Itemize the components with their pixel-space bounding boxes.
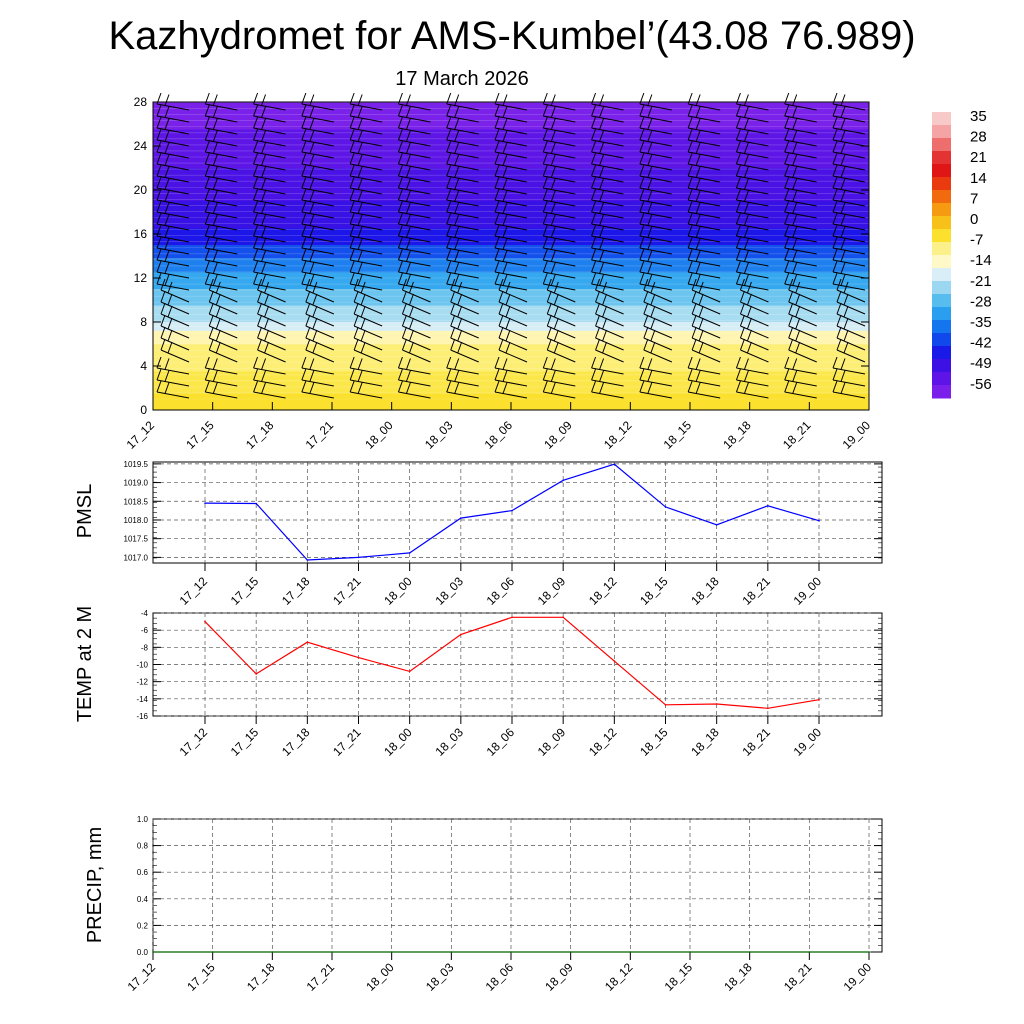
data-point (409, 671, 411, 673)
x-tick-label: 17_21 (330, 574, 364, 608)
y-tick-label: 28 (133, 95, 147, 109)
y-tick-label: -12 (136, 677, 148, 687)
x-tick-label: 17_18 (243, 960, 278, 994)
x-tick-label: 18_00 (381, 725, 415, 759)
x-tick-label: 18_03 (422, 960, 457, 994)
chart-title: Kazhydromet for AMS-Kumbel’(43.08 76.989) (108, 14, 916, 58)
colorbar-label: 35 (970, 108, 987, 125)
colorbar-label: -14 (970, 252, 992, 270)
colorbar-swatch (932, 112, 951, 126)
colorbar-swatch (932, 138, 951, 152)
colorbar-swatch (932, 320, 951, 334)
colorbar-swatch (932, 255, 951, 269)
data-point (358, 657, 360, 659)
y-axis-label: TEMP at 2 M (74, 605, 96, 723)
panel-frame (153, 462, 882, 563)
data-point (749, 951, 751, 953)
x-tick-label: 19_00 (840, 960, 875, 994)
x-tick-label: 18_12 (600, 418, 635, 452)
y-tick-label: 0 (140, 403, 147, 417)
y-tick-label: 1017.5 (123, 534, 148, 544)
x-tick-label: 18_12 (601, 960, 636, 994)
colorbar-label: -7 (970, 231, 984, 249)
colorbar-swatch (932, 125, 951, 139)
y-tick-label: 4 (140, 359, 147, 373)
y-tick-label: 0.6 (136, 868, 148, 878)
x-tick-label: 18_15 (661, 960, 696, 994)
data-point (614, 660, 616, 662)
colorbar-label: -35 (970, 314, 992, 331)
colorbar-swatch (932, 333, 951, 347)
x-tick-label: 18_09 (534, 725, 569, 759)
data-point (391, 951, 393, 953)
x-tick-label: 18_15 (637, 725, 671, 759)
x-tick-label: 18_21 (779, 418, 814, 452)
x-tick-label: 18_09 (541, 418, 575, 452)
y-tick-label: 0.0 (136, 948, 148, 957)
colorbar-label: -56 (970, 375, 992, 393)
colorbar-swatch (932, 281, 951, 295)
data-point (614, 463, 616, 465)
y-tick-label: 1018.5 (123, 497, 148, 507)
data-point (511, 616, 513, 618)
x-tick-label: 18_03 (432, 574, 466, 608)
x-tick-label: 17_21 (303, 960, 338, 994)
data-point (255, 673, 257, 675)
data-point (868, 951, 870, 953)
y-tick-label: 1019.5 (123, 459, 148, 469)
data-point (818, 699, 820, 701)
x-tick-label: 18_03 (432, 725, 466, 759)
colorbar-swatch (932, 268, 951, 282)
data-point (331, 951, 333, 953)
y-tick-label: 1019.0 (123, 478, 148, 488)
contour-band (153, 130, 869, 169)
x-tick-label: 17_18 (278, 725, 313, 759)
colorbar-label: 7 (970, 190, 979, 208)
x-tick-label: 18_15 (637, 574, 671, 608)
colorbar-label: -49 (970, 355, 992, 373)
x-tick-label: 18_06 (483, 725, 518, 759)
x-tick-label: 17_12 (124, 960, 159, 994)
contour-band (153, 168, 869, 201)
colorbar-swatch (932, 190, 951, 204)
contour-band (153, 344, 869, 372)
y-tick-label: -14 (136, 694, 148, 704)
y-tick-label: 8 (140, 315, 147, 329)
x-tick-label: 18_18 (688, 574, 722, 608)
contour-band (153, 245, 869, 258)
y-tick-label: -16 (136, 712, 148, 721)
x-tick-label: 18_09 (534, 574, 569, 608)
y-tick-label: 1018.0 (123, 515, 148, 525)
colorbar-label: -21 (970, 272, 992, 290)
data-point (272, 951, 274, 953)
data-point (307, 559, 309, 561)
x-tick-label: 17_15 (183, 418, 217, 452)
x-tick-label: 17_12 (176, 725, 211, 759)
x-tick-label: 19_00 (839, 418, 874, 452)
data-point (510, 951, 512, 953)
colorbar-swatch (932, 151, 951, 165)
x-tick-label: 18_00 (381, 574, 415, 608)
x-tick-label: 18_00 (363, 960, 397, 994)
colorbar-swatch (932, 307, 951, 321)
y-tick-label: 1.0 (136, 815, 148, 824)
x-tick-label: 19_00 (790, 574, 825, 608)
x-tick-label: 18_18 (720, 418, 754, 452)
x-tick-label: 18_09 (542, 960, 576, 994)
data-point (665, 506, 667, 508)
y-tick-label: 12 (133, 271, 147, 285)
contour-band (153, 258, 869, 272)
colorbar-swatch (932, 359, 951, 373)
x-tick-label: 18_00 (362, 418, 396, 452)
contour-band (153, 229, 869, 246)
data-point (460, 634, 462, 636)
x-tick-label: 18_03 (421, 418, 456, 452)
x-tick-label: 18_15 (660, 418, 695, 452)
y-tick-label: -10 (136, 660, 148, 670)
y-tick-label: -8 (140, 643, 148, 653)
y-tick-label: 0.2 (136, 921, 148, 931)
data-point (809, 951, 811, 953)
data-point (562, 480, 564, 482)
x-tick-label: 18_18 (721, 960, 755, 994)
data-point (451, 951, 453, 953)
colorbar-swatch (932, 203, 951, 217)
x-tick-label: 18_18 (688, 725, 722, 759)
data-point (570, 951, 572, 953)
x-tick-label: 17_18 (278, 574, 313, 608)
data-point (689, 951, 691, 953)
y-tick-label: -6 (140, 626, 148, 636)
colorbar-swatch (932, 177, 951, 191)
x-tick-label: 17_18 (242, 418, 277, 452)
data-point (511, 510, 513, 512)
data-point (562, 616, 564, 618)
colorbar-swatch (932, 242, 951, 256)
data-point (818, 520, 820, 522)
x-tick-label: 17_12 (176, 574, 211, 608)
data-point (212, 951, 214, 953)
y-tick-label: 0.8 (136, 841, 148, 851)
colorbar-label: -28 (970, 293, 992, 311)
chart-subtitle: 17 March 2026 (395, 68, 529, 90)
x-tick-label: 18_06 (481, 418, 516, 452)
colorbar-swatch (932, 216, 951, 230)
y-tick-label: 16 (133, 227, 147, 241)
y-tick-label: 24 (133, 139, 147, 153)
y-tick-label: 0.4 (136, 894, 148, 904)
y-tick-label: 20 (133, 183, 147, 197)
x-tick-label: 18_06 (483, 574, 518, 608)
colorbar-label: 14 (970, 169, 987, 187)
x-tick-label: 18_21 (739, 725, 773, 759)
x-tick-label: 18_12 (585, 725, 620, 759)
x-tick-label: 17_12 (123, 418, 158, 452)
data-point (255, 503, 257, 505)
colorbar-swatch (932, 385, 951, 399)
x-tick-label: 17_15 (227, 725, 262, 759)
colorbar-label: 28 (970, 128, 987, 146)
colorbar-label: -42 (970, 334, 992, 352)
colorbar-swatch (932, 229, 951, 243)
data-point (460, 517, 462, 519)
data-point (307, 641, 309, 643)
x-tick-label: 18_21 (739, 574, 773, 608)
data-point (767, 505, 769, 507)
data-point (767, 707, 769, 709)
data-point (409, 552, 411, 554)
x-tick-label: 18_21 (780, 960, 815, 994)
x-tick-label: 18_12 (585, 574, 620, 608)
x-tick-label: 17_15 (184, 960, 218, 994)
x-tick-label: 17_21 (302, 418, 337, 452)
data-point (630, 951, 632, 953)
data-point (204, 621, 206, 623)
colorbar-swatch (932, 164, 951, 178)
colorbar-swatch (932, 346, 951, 360)
colorbar-label: 0 (970, 211, 979, 228)
colorbar-swatch (932, 294, 951, 308)
y-tick-label: 1017.0 (123, 553, 148, 563)
data-point (665, 704, 667, 706)
x-tick-label: 17_15 (227, 574, 262, 608)
contour-band (153, 102, 869, 130)
y-axis-label: PMSL (74, 483, 96, 539)
data-point (716, 524, 718, 526)
x-tick-label: 18_06 (482, 960, 517, 994)
y-tick-label: -4 (140, 609, 148, 618)
colorbar-label: 21 (970, 149, 987, 167)
x-tick-label: 19_00 (790, 725, 825, 759)
y-axis-label: PRECIP, mm (84, 826, 106, 944)
data-point (152, 951, 154, 953)
data-point (204, 502, 206, 504)
x-tick-label: 17_21 (330, 725, 364, 759)
panel-frame (153, 819, 882, 952)
data-point (358, 557, 360, 559)
data-point (716, 703, 718, 705)
colorbar-swatch (932, 372, 951, 386)
